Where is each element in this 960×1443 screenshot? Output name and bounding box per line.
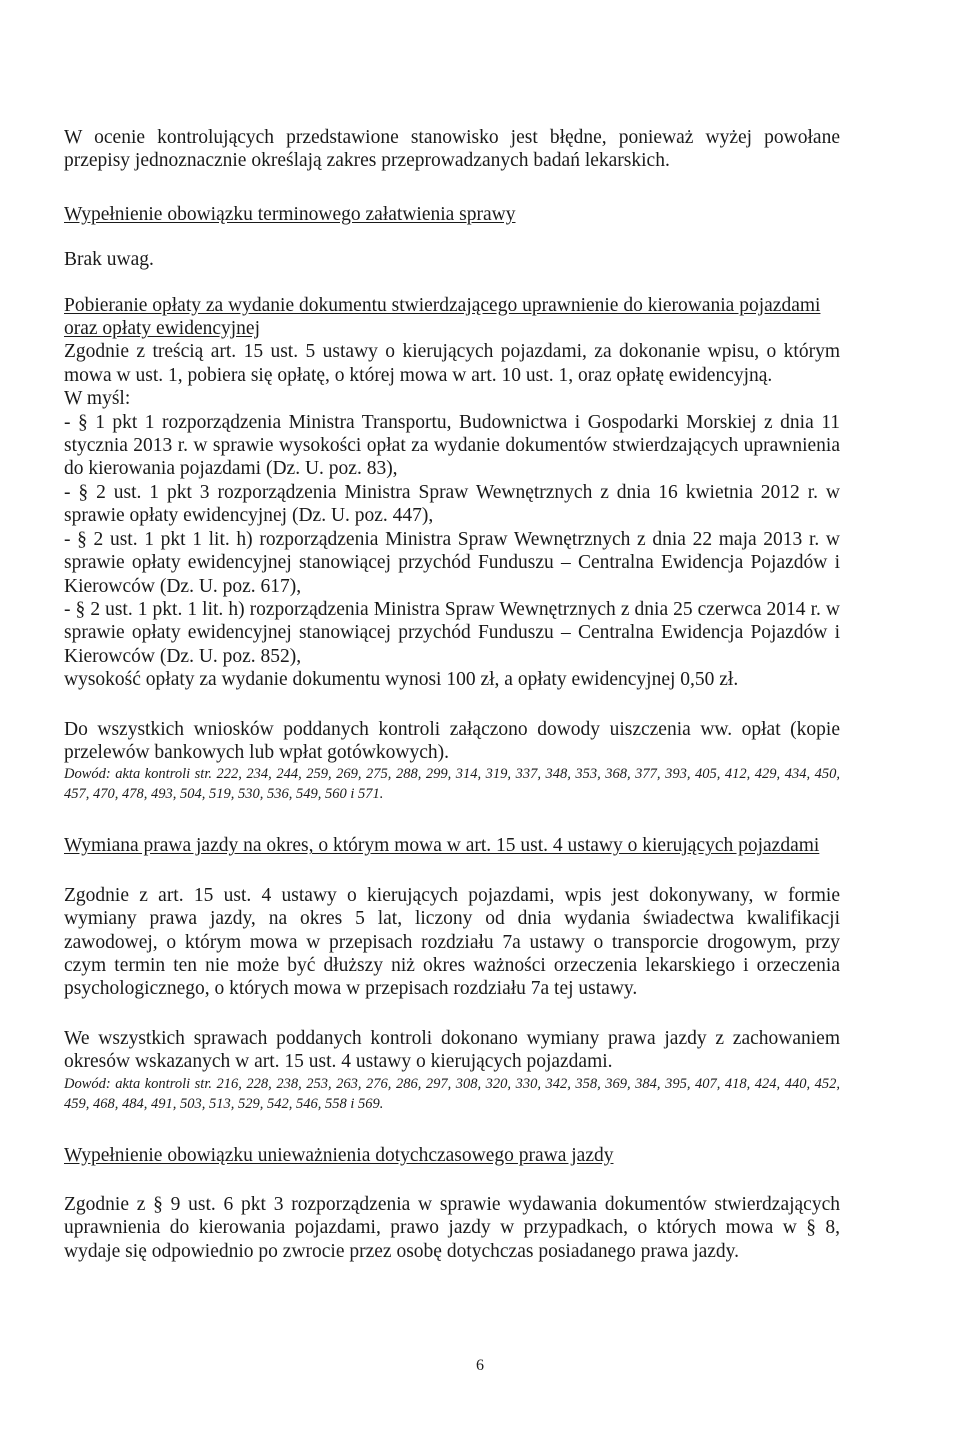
list-item-regulation-2: - § 2 ust. 1 pkt 3 rozporządzenia Ministra Spraw Wewnętrznych z dnia 16 kwietnia 2012 r. w sprawie opłaty ewidencyjnej (Dz. U. poz. 447), <box>64 481 840 527</box>
paragraph-payment-evidence: Do wszystkich wniosków poddanych kontroli załączono dowody uiszczenia ww. opłat (kopie przelewów bankowych lub wpłat gotówkowych). <box>64 718 840 763</box>
paragraph-invalidation-legal-basis: Zgodnie z § 9 ust. 6 pkt 3 rozporządzenia w sprawie wydawania dokumentów stwierdzających uprawnienia do kierowania pojazdami, prawo jazdy w przypadkach, o których mowa w § 8, wydaje się odpowiednio po zwrocie przez osobę dotychczas posiadanego prawa jazdy. <box>64 1194 840 1262</box>
paragraph-assessment: W ocenie kontrolujących przedstawione stanowisko jest błędne, ponieważ wyżej powołane przepisy jednoznacznie określają zakres przeprowadzanych badań lekarskich. <box>64 127 840 172</box>
list-item-regulation-3: - § 2 ust. 1 pkt 1 lit. h) rozporządzenia Ministra Spraw Wewnętrznych z dnia 22 maja 2013 r. w sprawie opłaty ewidencyjnej stanowiącej przychód Funduszu – Centralna Ewidencja Pojazdów i Kierowców (Dz. U. poz. 617), <box>64 528 840 597</box>
page-number: 6 <box>476 1357 484 1374</box>
paragraph-exchange-legal-basis: Zgodnie z art. 15 ust. 4 ustawy o kierujących pojazdami, wpis jest dokonywany, w formie wymiany prawa jazdy, na okres 5 lat, liczony od dnia wydania świadectwa kwalifikacji zawodowej, o którym mowa w przepisach rozdziału 7a ustawy o transporcie drogowym, przy czym termin ten nie może być dłuższy niż okres ważności orzeczenia lekarskiego i orzeczenia psychologicznego, o których mowa w przepisach rozdziału 7a tej ustawy. <box>64 884 840 1000</box>
list-item-regulation-4: - § 2 ust. 1 pkt. 1 lit. h) rozporządzenia Ministra Spraw Wewnętrznych z dnia 25 czerwca 2014 r. w sprawie opłaty ewidencyjnej stanowiącej przychód Funduszu – Centralna Ewidencja Pojazdów i Kierowców (Dz. U. poz. 852), <box>64 598 840 667</box>
paragraph-exchange-finding: We wszystkich sprawach poddanych kontroli dokonano wymiany prawa jazdy z zachowaniem okresów wskazanych w art. 15 ust. 4 ustawy o kierujących pojazdami. <box>64 1027 840 1073</box>
list-item-regulation-1: - § 1 pkt 1 rozporządzenia Ministra Transportu, Budownictwa i Gospodarki Morskiej z dnia 11 stycznia 2013 r. w sprawie wysokości opłat za wydanie dokumentów stwierdzających uprawnienia do kierowania pojazdami (Dz. U. poz. 83), <box>64 411 840 480</box>
page-content <box>64 126 840 1263</box>
section-heading-license-exchange: Wymiana prawa jazdy na okres, o którym mowa w art. 15 ust. 4 ustawy o kierujących pojazdami <box>64 835 820 857</box>
section-heading-deadline: Wypełnienie obowiązku terminowego załatwienia sprawy <box>64 203 516 225</box>
paragraph-no-remarks: Brak uwag. <box>64 249 154 271</box>
section-heading-fees: Pobieranie opłaty za wydanie dokumentu stwierdzającego uprawnienie do kierowania pojazdami oraz opłaty ewidencyjnej <box>64 294 821 340</box>
section-heading-invalidation: Wypełnienie obowiązku unieważnienia dotychczasowego prawa jazdy <box>64 1144 614 1166</box>
paragraph-pursuant: W myśl: <box>64 388 131 410</box>
paragraph-fee-amount: wysokość opłaty za wydanie dokumentu wynosi 100 zł, a opłaty ewidencyjnej 0,50 zł. <box>64 669 739 691</box>
paragraph-fees-legal-basis: Zgodnie z treścią art. 15 ust. 5 ustawy o kierujących pojazdami, za dokonanie wpisu, o którym mowa w ust. 1, pobiera się opłatę, o której mowa w art. 10 ust. 1, oraz opłatę ewidencyjną. <box>64 341 840 386</box>
evidence-reference-1: Dowód: akta kontroli str. 222, 234, 244, 259, 269, 275, 288, 299, 314, 319, 337, 348, 353, 368, 377, 393, 405, 412, 429, 434, 450, 457, 470, 478, 493, 504, 519, 530, 536, 549, 560 i 571. <box>64 766 840 803</box>
evidence-reference-2: Dowód: akta kontroli str. 216, 228, 238, 253, 263, 276, 286, 297, 308, 320, 330, 342, 358, 369, 384, 395, 407, 418, 424, 440, 452, 459, 468, 484, 491, 503, 513, 529, 542, 546, 558 i 569. <box>64 1075 840 1112</box>
